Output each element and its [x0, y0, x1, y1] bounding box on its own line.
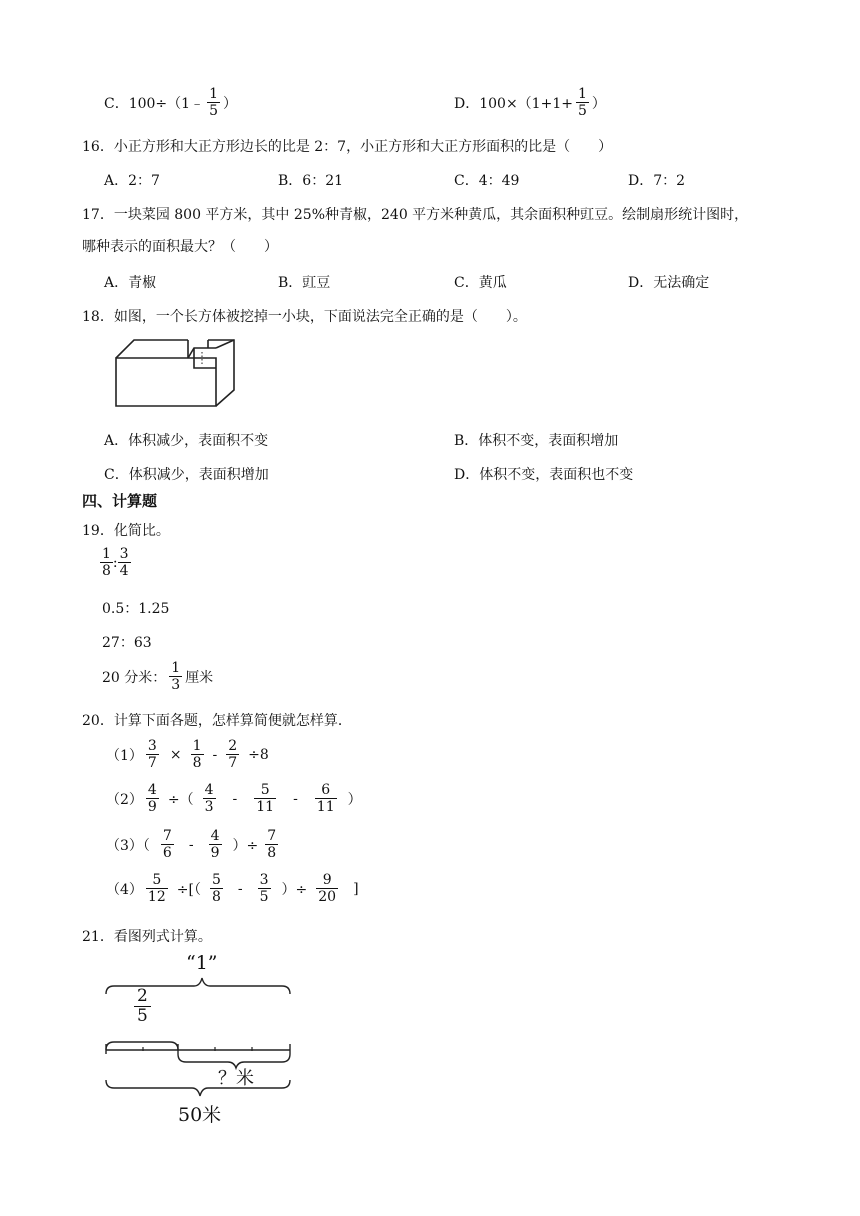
fraction: $\frac{1}{8}$ — [192, 738, 202, 771]
q20-problem2: （2） $\frac{4}{9}$ ÷（ $\frac{4}{3}$ - $\frac{5}{11}$ - $\frac{6}{11}$ ） — [106, 782, 362, 815]
q16-option-b: B．6：21 — [278, 173, 344, 189]
fraction: $\frac{1}{8}$ — [102, 546, 111, 579]
q17-option-a: A．青椒 — [104, 275, 157, 291]
fraction: $\frac{5}{8}$ — [211, 872, 221, 905]
q15-option-d: D．100×（1+1+ $\frac{1}{5}$ ） — [454, 86, 606, 119]
q18-option-a: A．体积减少，表面积不变 — [104, 433, 269, 449]
fraction: $\frac{3}{5}$ — [259, 872, 269, 905]
q17-stem-line2: 哪种表示的面积最大？（ ） — [82, 239, 278, 255]
q16-option-a: A．2：7 — [104, 173, 160, 189]
q20-problem3: （3）（ $\frac{7}{6}$ - $\frac{4}{9}$ ）÷ $\frac{7}{8}$ — [106, 828, 277, 861]
fraction: $\frac{4}{9}$ — [210, 828, 220, 861]
q15-option-c: C．100÷（1﹣ $\frac{1}{5}$ ） — [104, 86, 237, 119]
fraction: $\frac{4}{9}$ — [147, 782, 157, 815]
whole-label: “1” — [186, 952, 218, 974]
line-segment-diagram — [100, 974, 296, 1100]
q17-option-d: D．无法确定 — [628, 275, 710, 291]
fraction: $\frac{1}{5}$ — [577, 86, 587, 119]
q21-stem: 21．看图列式计算。 — [82, 929, 212, 945]
fraction-label: 2 5 — [134, 987, 151, 1026]
fraction: $\frac{2}{7}$ — [228, 738, 238, 771]
q17-option-c: C．黄瓜 — [454, 275, 507, 291]
cuboid-figure — [114, 338, 240, 410]
fraction: $\frac{5}{12}$ — [147, 872, 166, 905]
fraction: $\frac{4}{3}$ — [204, 782, 214, 815]
fraction: $\frac{7}{6}$ — [162, 828, 172, 861]
q17-stem-line1: 17．一块菜园 800 平方米，其中 25%种青椒，240 平方米种黄瓜，其余面积种豇豆。绘制扇形统计图时， — [82, 207, 749, 223]
fraction: $\frac{3}{4}$ — [119, 546, 129, 579]
q20-problem4: （4） $\frac{5}{12}$ ÷[（ $\frac{5}{8}$ - $\frac{3}{5}$ ）÷ $\frac{9}{20}$ ] — [106, 872, 359, 905]
q18-option-b: B．体积不变，表面积增加 — [454, 433, 619, 449]
q19-item4: 20 分米： $\frac{1}{3}$ 厘米 — [102, 660, 214, 693]
q19-stem: 19．化简比。 — [82, 523, 170, 539]
fraction: $\frac{1}{3}$ — [171, 660, 181, 693]
unknown-length-label: ？米 — [218, 1068, 254, 1089]
q18-option-c: C．体积减少，表面积增加 — [104, 467, 269, 483]
q20-problem1: （1） $\frac{3}{7}$ × $\frac{1}{8}$ - $\frac{2}{7}$ ÷8 — [106, 738, 269, 771]
fraction: $\frac{9}{20}$ — [318, 872, 337, 905]
q19-item3: 27：63 — [102, 635, 152, 651]
q18-stem: 18．如图，一个长方体被挖掉一小块，下面说法完全正确的是（ ）。 — [82, 309, 527, 325]
q20-stem: 20．计算下面各题，怎样算简便就怎样算． — [82, 713, 352, 729]
total-length-label: 50米 — [178, 1104, 222, 1126]
q19-item1: $\frac{1}{8}$ : $\frac{3}{4}$ — [102, 546, 129, 579]
q16-stem: 16．小正方形和大正方形边长的比是 2：7，小正方形和大正方形面积的比是（ ） — [82, 139, 613, 155]
q18-option-d: D．体积不变，表面积也不变 — [454, 467, 634, 483]
fraction: $\frac{6}{11}$ — [316, 782, 335, 815]
fraction: $\frac{7}{8}$ — [267, 828, 277, 861]
fraction: $\frac{3}{7}$ — [147, 738, 157, 771]
q16-option-c: C．4：49 — [454, 173, 520, 189]
fraction: $\frac{1}{5}$ — [209, 86, 218, 119]
q17-option-b: B．豇豆 — [278, 275, 331, 291]
q19-item2: 0.5：1.25 — [102, 601, 170, 617]
fraction: $\frac{5}{11}$ — [256, 782, 275, 815]
q16-option-d: D．7：2 — [628, 173, 686, 189]
section-title: 四、计算题 — [82, 492, 158, 510]
